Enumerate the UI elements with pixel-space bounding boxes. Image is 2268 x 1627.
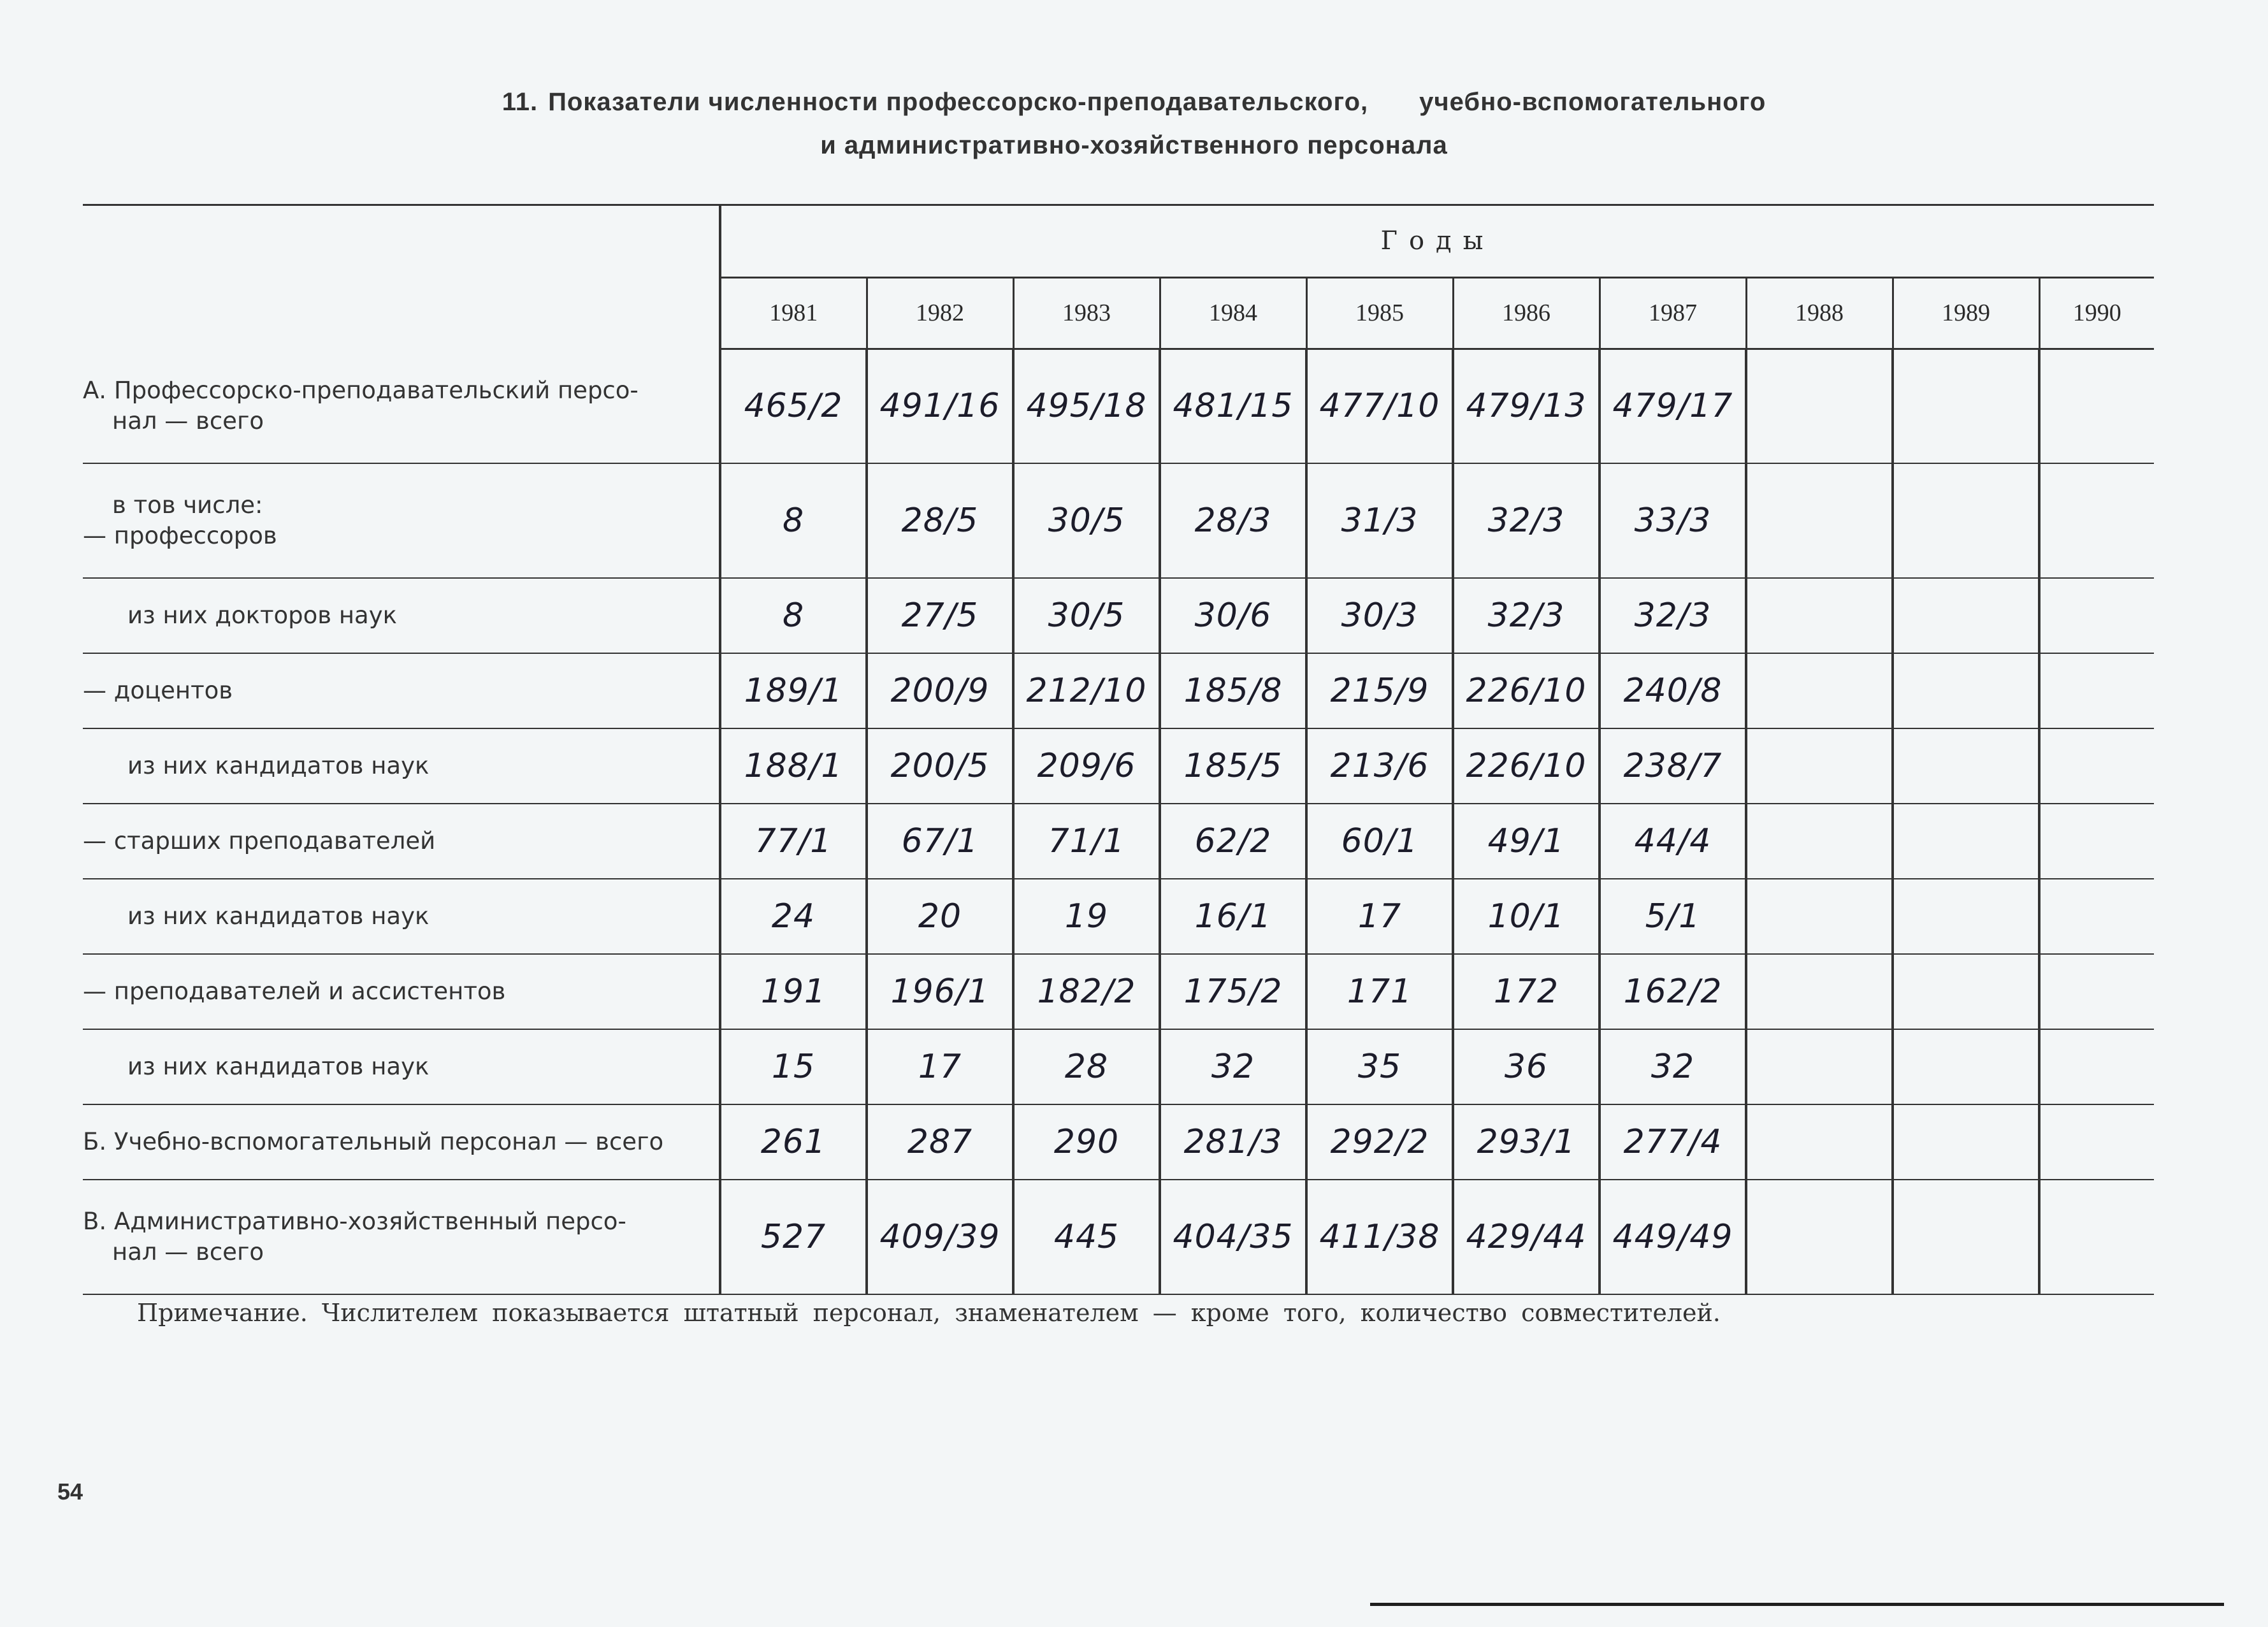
title-part-2: учебно-вспомогательного bbox=[1419, 88, 1766, 116]
footnote: Примечание. Числителем показывается штатный персонал, знаменателем — кроме того, количество совместителей. bbox=[137, 1299, 1721, 1327]
row-label bbox=[83, 1180, 720, 1294]
value-cell bbox=[1893, 1029, 2039, 1104]
value-cell bbox=[1746, 728, 1893, 804]
value-cell bbox=[2039, 1104, 2154, 1180]
row-label bbox=[83, 728, 720, 804]
value-cell: 182/2 bbox=[1013, 954, 1160, 1029]
value-cell: 27/5 bbox=[867, 578, 1013, 653]
row-label-line: Б. Учебно-вспомогательный персонал — всего bbox=[83, 1128, 664, 1155]
value-cell: 287 bbox=[867, 1104, 1013, 1180]
value-cell bbox=[1746, 1029, 1893, 1104]
value-cell: 32 bbox=[1160, 1029, 1306, 1104]
table-row bbox=[83, 954, 2154, 1029]
row-label-line: в тов числе: bbox=[112, 491, 263, 519]
value-cell bbox=[1746, 349, 1893, 463]
table-row bbox=[83, 463, 2154, 578]
value-cell: 67/1 bbox=[867, 804, 1013, 879]
row-label bbox=[83, 1029, 720, 1104]
table-row bbox=[83, 728, 2154, 804]
row-label-line: А. Профессорско-преподавательский персо- bbox=[83, 376, 639, 404]
row-label-line: — преподавателей и ассистентов bbox=[83, 978, 506, 1005]
value-cell bbox=[1893, 879, 2039, 954]
value-cell: 277/4 bbox=[1600, 1104, 1746, 1180]
value-cell: 188/1 bbox=[720, 728, 867, 804]
row-label-line: из них кандидатов наук bbox=[127, 752, 430, 779]
table-row bbox=[83, 804, 2154, 879]
value-cell: 290 bbox=[1013, 1104, 1160, 1180]
row-label-line: — профессоров bbox=[83, 522, 277, 549]
row-label-line: нал — всего bbox=[112, 407, 264, 435]
value-cell bbox=[1893, 1104, 2039, 1180]
value-cell: 411/38 bbox=[1306, 1180, 1453, 1294]
value-cell: 15 bbox=[720, 1029, 867, 1104]
table-number: 11. bbox=[502, 88, 538, 116]
value-cell bbox=[1893, 1180, 2039, 1294]
year-header: 1988 bbox=[1746, 277, 1893, 349]
value-cell bbox=[1893, 578, 2039, 653]
value-cell: 24 bbox=[720, 879, 867, 954]
value-cell: 30/3 bbox=[1306, 578, 1453, 653]
value-cell: 28/3 bbox=[1160, 463, 1306, 578]
value-cell bbox=[1746, 879, 1893, 954]
value-cell: 215/9 bbox=[1306, 653, 1453, 728]
value-cell bbox=[1893, 804, 2039, 879]
value-cell: 10/1 bbox=[1453, 879, 1600, 954]
table-row bbox=[83, 1104, 2154, 1180]
year-header: 1985 bbox=[1306, 277, 1453, 349]
value-cell: 8 bbox=[720, 463, 867, 578]
value-cell: 261 bbox=[720, 1104, 867, 1180]
value-cell: 189/1 bbox=[720, 653, 867, 728]
row-label bbox=[83, 578, 720, 653]
value-cell bbox=[2039, 728, 2154, 804]
bottom-rule bbox=[1370, 1603, 2224, 1606]
value-cell: 185/8 bbox=[1160, 653, 1306, 728]
value-cell: 30/5 bbox=[1013, 463, 1160, 578]
value-cell: 36 bbox=[1453, 1029, 1600, 1104]
value-cell: 429/44 bbox=[1453, 1180, 1600, 1294]
row-label bbox=[83, 804, 720, 879]
year-header: 1982 bbox=[867, 277, 1013, 349]
value-cell: 281/3 bbox=[1160, 1104, 1306, 1180]
value-cell: 162/2 bbox=[1600, 954, 1746, 1029]
value-cell bbox=[2039, 1180, 2154, 1294]
value-cell: 491/16 bbox=[867, 349, 1013, 463]
value-cell bbox=[1746, 804, 1893, 879]
value-cell: 8 bbox=[720, 578, 867, 653]
value-cell: 17 bbox=[867, 1029, 1013, 1104]
value-cell: 33/3 bbox=[1600, 463, 1746, 578]
value-cell: 477/10 bbox=[1306, 349, 1453, 463]
years-group-header: Годы bbox=[720, 206, 2154, 277]
value-cell bbox=[1746, 578, 1893, 653]
table-row bbox=[83, 879, 2154, 954]
value-cell: 77/1 bbox=[720, 804, 867, 879]
value-cell bbox=[1746, 1104, 1893, 1180]
row-label-line: — доцентов bbox=[83, 677, 233, 704]
value-cell: 212/10 bbox=[1013, 653, 1160, 728]
staff-table bbox=[83, 204, 2154, 1295]
value-cell bbox=[2039, 1029, 2154, 1104]
value-cell bbox=[1746, 463, 1893, 578]
row-label bbox=[83, 463, 720, 578]
value-cell: 20 bbox=[867, 879, 1013, 954]
value-cell: 175/2 bbox=[1160, 954, 1306, 1029]
value-cell: 479/17 bbox=[1600, 349, 1746, 463]
value-cell: 213/6 bbox=[1306, 728, 1453, 804]
page-number: 54 bbox=[57, 1479, 83, 1505]
value-cell: 196/1 bbox=[867, 954, 1013, 1029]
value-cell: 49/1 bbox=[1453, 804, 1600, 879]
value-cell bbox=[1893, 728, 2039, 804]
year-header: 1986 bbox=[1453, 277, 1600, 349]
value-cell bbox=[1893, 653, 2039, 728]
value-cell: 71/1 bbox=[1013, 804, 1160, 879]
value-cell bbox=[1746, 653, 1893, 728]
row-label-line: из них кандидатов наук bbox=[127, 1053, 430, 1080]
year-header: 1983 bbox=[1013, 277, 1160, 349]
year-header: 1981 bbox=[720, 277, 867, 349]
value-cell: 28/5 bbox=[867, 463, 1013, 578]
title-part-1: Показатели численности профессорско-преподавательского, bbox=[548, 88, 1369, 116]
row-label bbox=[83, 954, 720, 1029]
value-cell bbox=[1746, 954, 1893, 1029]
value-cell bbox=[2039, 954, 2154, 1029]
value-cell: 35 bbox=[1306, 1029, 1453, 1104]
value-cell: 209/6 bbox=[1013, 728, 1160, 804]
value-cell: 292/2 bbox=[1306, 1104, 1453, 1180]
value-cell: 32/3 bbox=[1453, 463, 1600, 578]
table-row bbox=[83, 578, 2154, 653]
table-row bbox=[83, 1180, 2154, 1294]
value-cell: 226/10 bbox=[1453, 653, 1600, 728]
value-cell: 17 bbox=[1306, 879, 1453, 954]
value-cell: 30/5 bbox=[1013, 578, 1160, 653]
value-cell: 240/8 bbox=[1600, 653, 1746, 728]
value-cell bbox=[2039, 463, 2154, 578]
row-label-line: нал — всего bbox=[112, 1238, 264, 1266]
table-row bbox=[83, 349, 2154, 463]
value-cell: 200/5 bbox=[867, 728, 1013, 804]
value-cell bbox=[1893, 463, 2039, 578]
value-cell: 226/10 bbox=[1453, 728, 1600, 804]
value-cell bbox=[1893, 954, 2039, 1029]
value-cell: 60/1 bbox=[1306, 804, 1453, 879]
row-label bbox=[83, 653, 720, 728]
value-cell bbox=[2039, 349, 2154, 463]
value-cell: 527 bbox=[720, 1180, 867, 1294]
value-cell: 171 bbox=[1306, 954, 1453, 1029]
value-cell: 495/18 bbox=[1013, 349, 1160, 463]
row-label bbox=[83, 349, 720, 463]
value-cell: 62/2 bbox=[1160, 804, 1306, 879]
value-cell: 32/3 bbox=[1600, 578, 1746, 653]
value-cell: 238/7 bbox=[1600, 728, 1746, 804]
row-label bbox=[83, 879, 720, 954]
table-row bbox=[83, 1029, 2154, 1104]
year-header: 1987 bbox=[1600, 277, 1746, 349]
value-cell: 19 bbox=[1013, 879, 1160, 954]
value-cell: 30/6 bbox=[1160, 578, 1306, 653]
value-cell: 465/2 bbox=[720, 349, 867, 463]
value-cell: 445 bbox=[1013, 1180, 1160, 1294]
value-cell: 172 bbox=[1453, 954, 1600, 1029]
value-cell bbox=[2039, 804, 2154, 879]
value-cell: 191 bbox=[720, 954, 867, 1029]
value-cell: 404/35 bbox=[1160, 1180, 1306, 1294]
year-header: 1989 bbox=[1893, 277, 2039, 349]
value-cell: 479/13 bbox=[1453, 349, 1600, 463]
value-cell: 32 bbox=[1600, 1029, 1746, 1104]
value-cell: 31/3 bbox=[1306, 463, 1453, 578]
row-header-blank bbox=[83, 206, 720, 349]
row-label-line: В. Административно-хозяйственный персо- bbox=[83, 1208, 626, 1235]
value-cell: 481/15 bbox=[1160, 349, 1306, 463]
value-cell: 293/1 bbox=[1453, 1104, 1600, 1180]
year-header: 1990 bbox=[2039, 277, 2154, 349]
value-cell bbox=[2039, 879, 2154, 954]
value-cell: 5/1 bbox=[1600, 879, 1746, 954]
row-label bbox=[83, 1104, 720, 1180]
row-label-line: — старших преподавателей bbox=[83, 827, 436, 855]
table-row bbox=[83, 653, 2154, 728]
value-cell bbox=[2039, 653, 2154, 728]
value-cell: 32/3 bbox=[1453, 578, 1600, 653]
value-cell bbox=[1746, 1180, 1893, 1294]
value-cell: 44/4 bbox=[1600, 804, 1746, 879]
table-title-line-1 bbox=[0, 88, 2268, 117]
value-cell: 28 bbox=[1013, 1029, 1160, 1104]
year-header: 1984 bbox=[1160, 277, 1306, 349]
value-cell bbox=[2039, 578, 2154, 653]
value-cell: 185/5 bbox=[1160, 728, 1306, 804]
value-cell bbox=[1893, 349, 2039, 463]
table-title-line-2: и административно-хозяйственного персонала bbox=[820, 131, 1448, 159]
value-cell: 409/39 bbox=[867, 1180, 1013, 1294]
value-cell: 200/9 bbox=[867, 653, 1013, 728]
value-cell: 449/49 bbox=[1600, 1180, 1746, 1294]
value-cell: 16/1 bbox=[1160, 879, 1306, 954]
row-label-line: из них докторов наук bbox=[127, 602, 397, 629]
row-label-line: из них кандидатов наук bbox=[127, 902, 430, 930]
